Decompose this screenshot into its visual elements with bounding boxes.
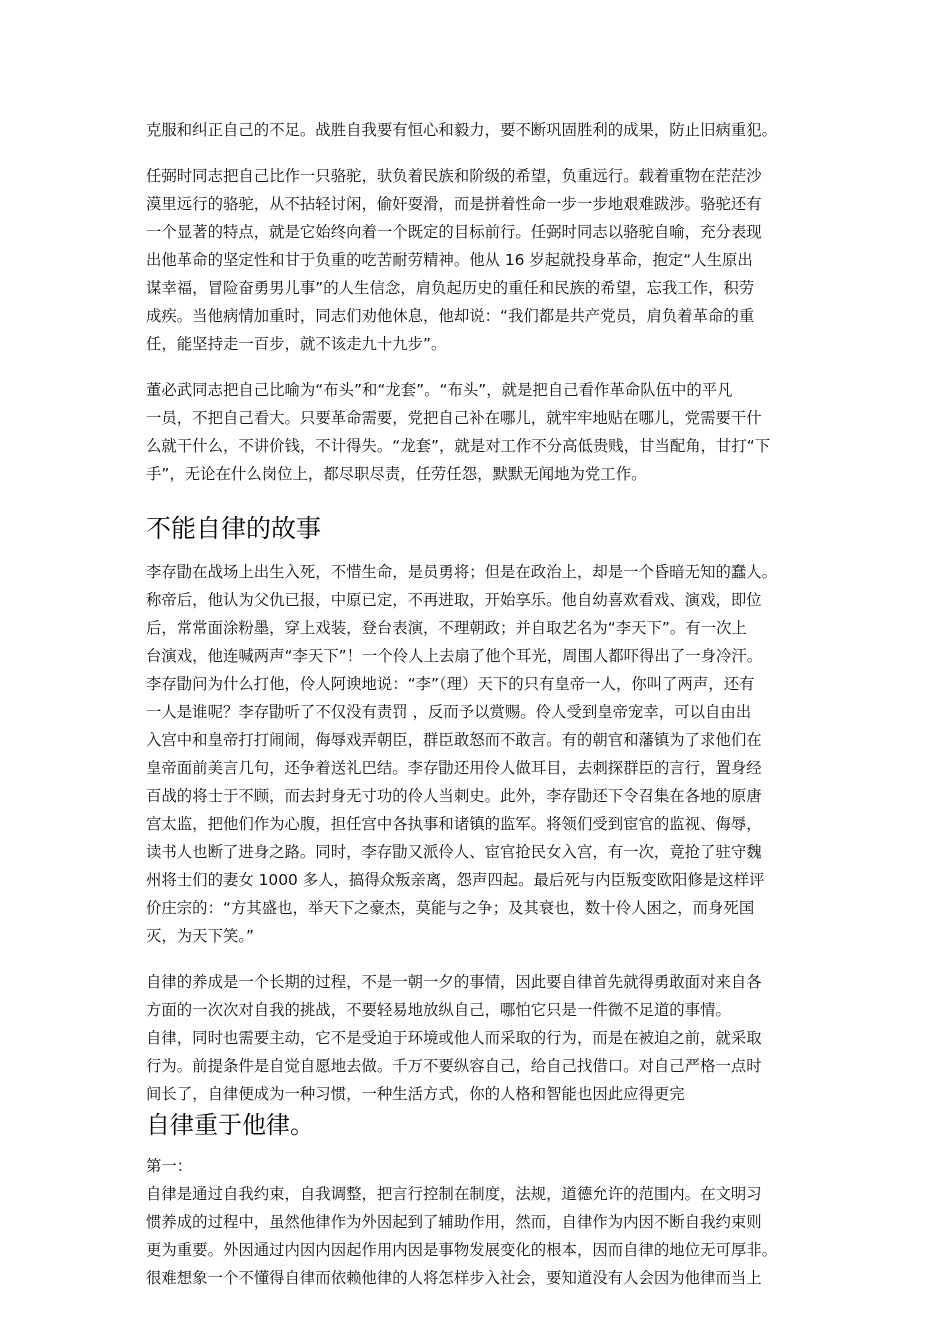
- text-line: 间长了，自律便成为一种习惯，一种生活方式，你的人格和智能也因此应得更完: [146, 1085, 685, 1103]
- text-line: 李存勖在战场上出生入死，不惜生命，是员勇将；但是在政治上，却是一个昏暗无知的蠢人。: [146, 563, 778, 581]
- document-content: [146, 116, 806, 1292]
- text-line: 任，能坚持走一百步，就不该走九十九步”。: [146, 335, 447, 353]
- text-line: 李存勖问为什么打他，伶人阿谀地说：“李”（理）天下的只有皇帝一人，你叫了两声，还有: [146, 675, 755, 693]
- text-line: 皇帝面前美言几句，还争着送礼巴结。李存勖还用伶人做耳目，去刺探群臣的言行，置身经: [146, 759, 762, 777]
- text-line: 出他革命的坚定性和甘于负重的吃苦耐劳精神。他从 16 岁起就投身革命，抱定“人生原出: [146, 251, 753, 269]
- first-label: [146, 1152, 806, 1180]
- text-line: 成疾。当他病情加重时，同志们劝他休息，他却说：“我们都是共产党员，肩负着革命的重: [146, 307, 755, 325]
- text-line: 一员，不把自己看大。只要革命需要，党把自己补在哪儿，就牢牢地贴在哪儿，党需要干什: [146, 409, 762, 427]
- text-line: 克服和纠正自己的不足。战胜自我要有恒心和毅力，要不断巩固胜利的成果，防止旧病重犯。: [146, 121, 778, 139]
- text-line: 自律，同时也需要主动，它不是受迫于环境或他人而采取的行为，而是在被迫之前，就采取: [146, 1029, 762, 1047]
- text-line: 入宫中和皇帝打打闹闹，侮辱戏弄朝臣，群臣敢怒而不敢言。有的朝官和藩镇为了求他们在: [146, 731, 762, 749]
- cloth-paragraph: [146, 376, 806, 488]
- text-line: 灭，为天下笑。”: [146, 927, 255, 945]
- story-paragraph: [146, 558, 806, 950]
- text-line: 任弼时同志把自己比作一只骆驼，驮负着民族和阶级的希望，负重远行。载着重物在茫茫沙: [146, 167, 762, 185]
- text-line: 漠里远行的骆驼，从不拈轻讨闲，偷奸耍滑，而是拼着性命一步一步地艰难跋涉。骆驼还有: [146, 195, 762, 213]
- text-line: 董必武同志把自己比喻为“布头”和“龙套”。“布头”，就是把自己看作革命队伍中的平凡: [146, 381, 733, 399]
- camel-paragraph: [146, 162, 806, 358]
- text-line: 一人是谁呢？李存勖听了不仅没有责罚 ，反而予以赏赐。伶人受到皇帝宠幸，可以自由出: [146, 703, 752, 721]
- text-line: 很难想象一个不懂得自律而依赖他律的人将怎样步入社会，要知道没有人会因为他律而当上: [146, 1269, 762, 1287]
- text-line: 行为。前提条件是自觉自愿地去做。千万不要纵容自己，给自己找借口。对自己严格一点时: [146, 1057, 762, 1075]
- story-heading: 不能自律的故事: [146, 514, 322, 543]
- section-heading: 自律重于他律。: [146, 1111, 314, 1139]
- text-line: 台演戏，他连喊两声“李天下”！一个伶人上去扇了他个耳光，周围人都吓得出了一身冷汗。: [146, 647, 763, 665]
- text-line: 更为重要。外因通过内因内因起作用内因是事物发展变化的根本，因而自律的地位无可厚非。: [146, 1241, 778, 1259]
- text-line: 谋幸福，冒险奋勇男儿事”的人生信念，肩负起历史的重任和民族的希望，忘我工作，积劳: [146, 279, 755, 297]
- text-line: 么就干什么，不讲价钱，不计得失。“龙套”，就是对工作不分高低贵贱，甘当配角，甘打“下: [146, 437, 771, 455]
- text-line: 手”，无论在什么岗位上，都尽职尽责，任劳任怨，默默无闻地为党工作。: [146, 465, 647, 483]
- text-line: 价庄宗的：“方其盛也，举天下之豪杰，莫能与之争；及其衰也，数十伶人困之，而身死国: [146, 899, 755, 917]
- first-paragraph: [146, 1180, 806, 1292]
- text-line: 自律的养成是一个长期的过程，不是一朝一夕的事情，因此要自律首先就得勇敢面对来自各: [146, 973, 762, 991]
- text-line: 自律是通过自我约束，自我调整，把言行控制在制度，法规，道德允许的范围内。在文明习: [146, 1185, 762, 1203]
- text-line: 称帝后，他认为父仇已报，中原已定，不再进取，开始享乐。他自幼喜欢看戏、演戏，即位: [146, 591, 762, 609]
- habit-paragraph: [146, 968, 806, 1108]
- text-line: 读书人也断了进身之路。同时，李存勖又派伶人、宦官抢民女入宫，有一次，竟抢了驻守魏: [146, 843, 762, 861]
- text-line: 方面的一次次对自我的挑战，不要轻易地放纵自己，哪怕它只是一件微不足道的事情。: [146, 1001, 731, 1019]
- text-line: 后，常常面涂粉墨，穿上戏装，登台表演，不理朝政；并自取艺名为“李天下”。有一次上: [146, 619, 747, 637]
- text-line: 宫太监，把他们作为心腹，担任宫中各执事和诸镇的监军。将领们受到宦官的监视、侮辱，: [146, 815, 762, 833]
- text-line: 第一：: [146, 1157, 193, 1175]
- text-line: 一个显著的特点，就是它始终向着一个既定的目标前行。任弼时同志以骆驼自喻，充分表现: [146, 223, 762, 241]
- text-line: 惯养成的过程中，虽然他律作为外因起到了辅助作用，然而，自律作为内因不断自我约束则: [146, 1213, 762, 1231]
- text-line: 百战的将士于不顾，而去封身无寸功的伶人当刺史。此外，李存勖还下令召集在各地的原唐: [146, 787, 762, 805]
- text-line: 州将士们的妻女 1000 多人，搞得众叛亲离，怨声四起。最后死与内臣叛变欧阳修是这样评: [146, 871, 765, 889]
- intro-paragraph: [146, 116, 806, 144]
